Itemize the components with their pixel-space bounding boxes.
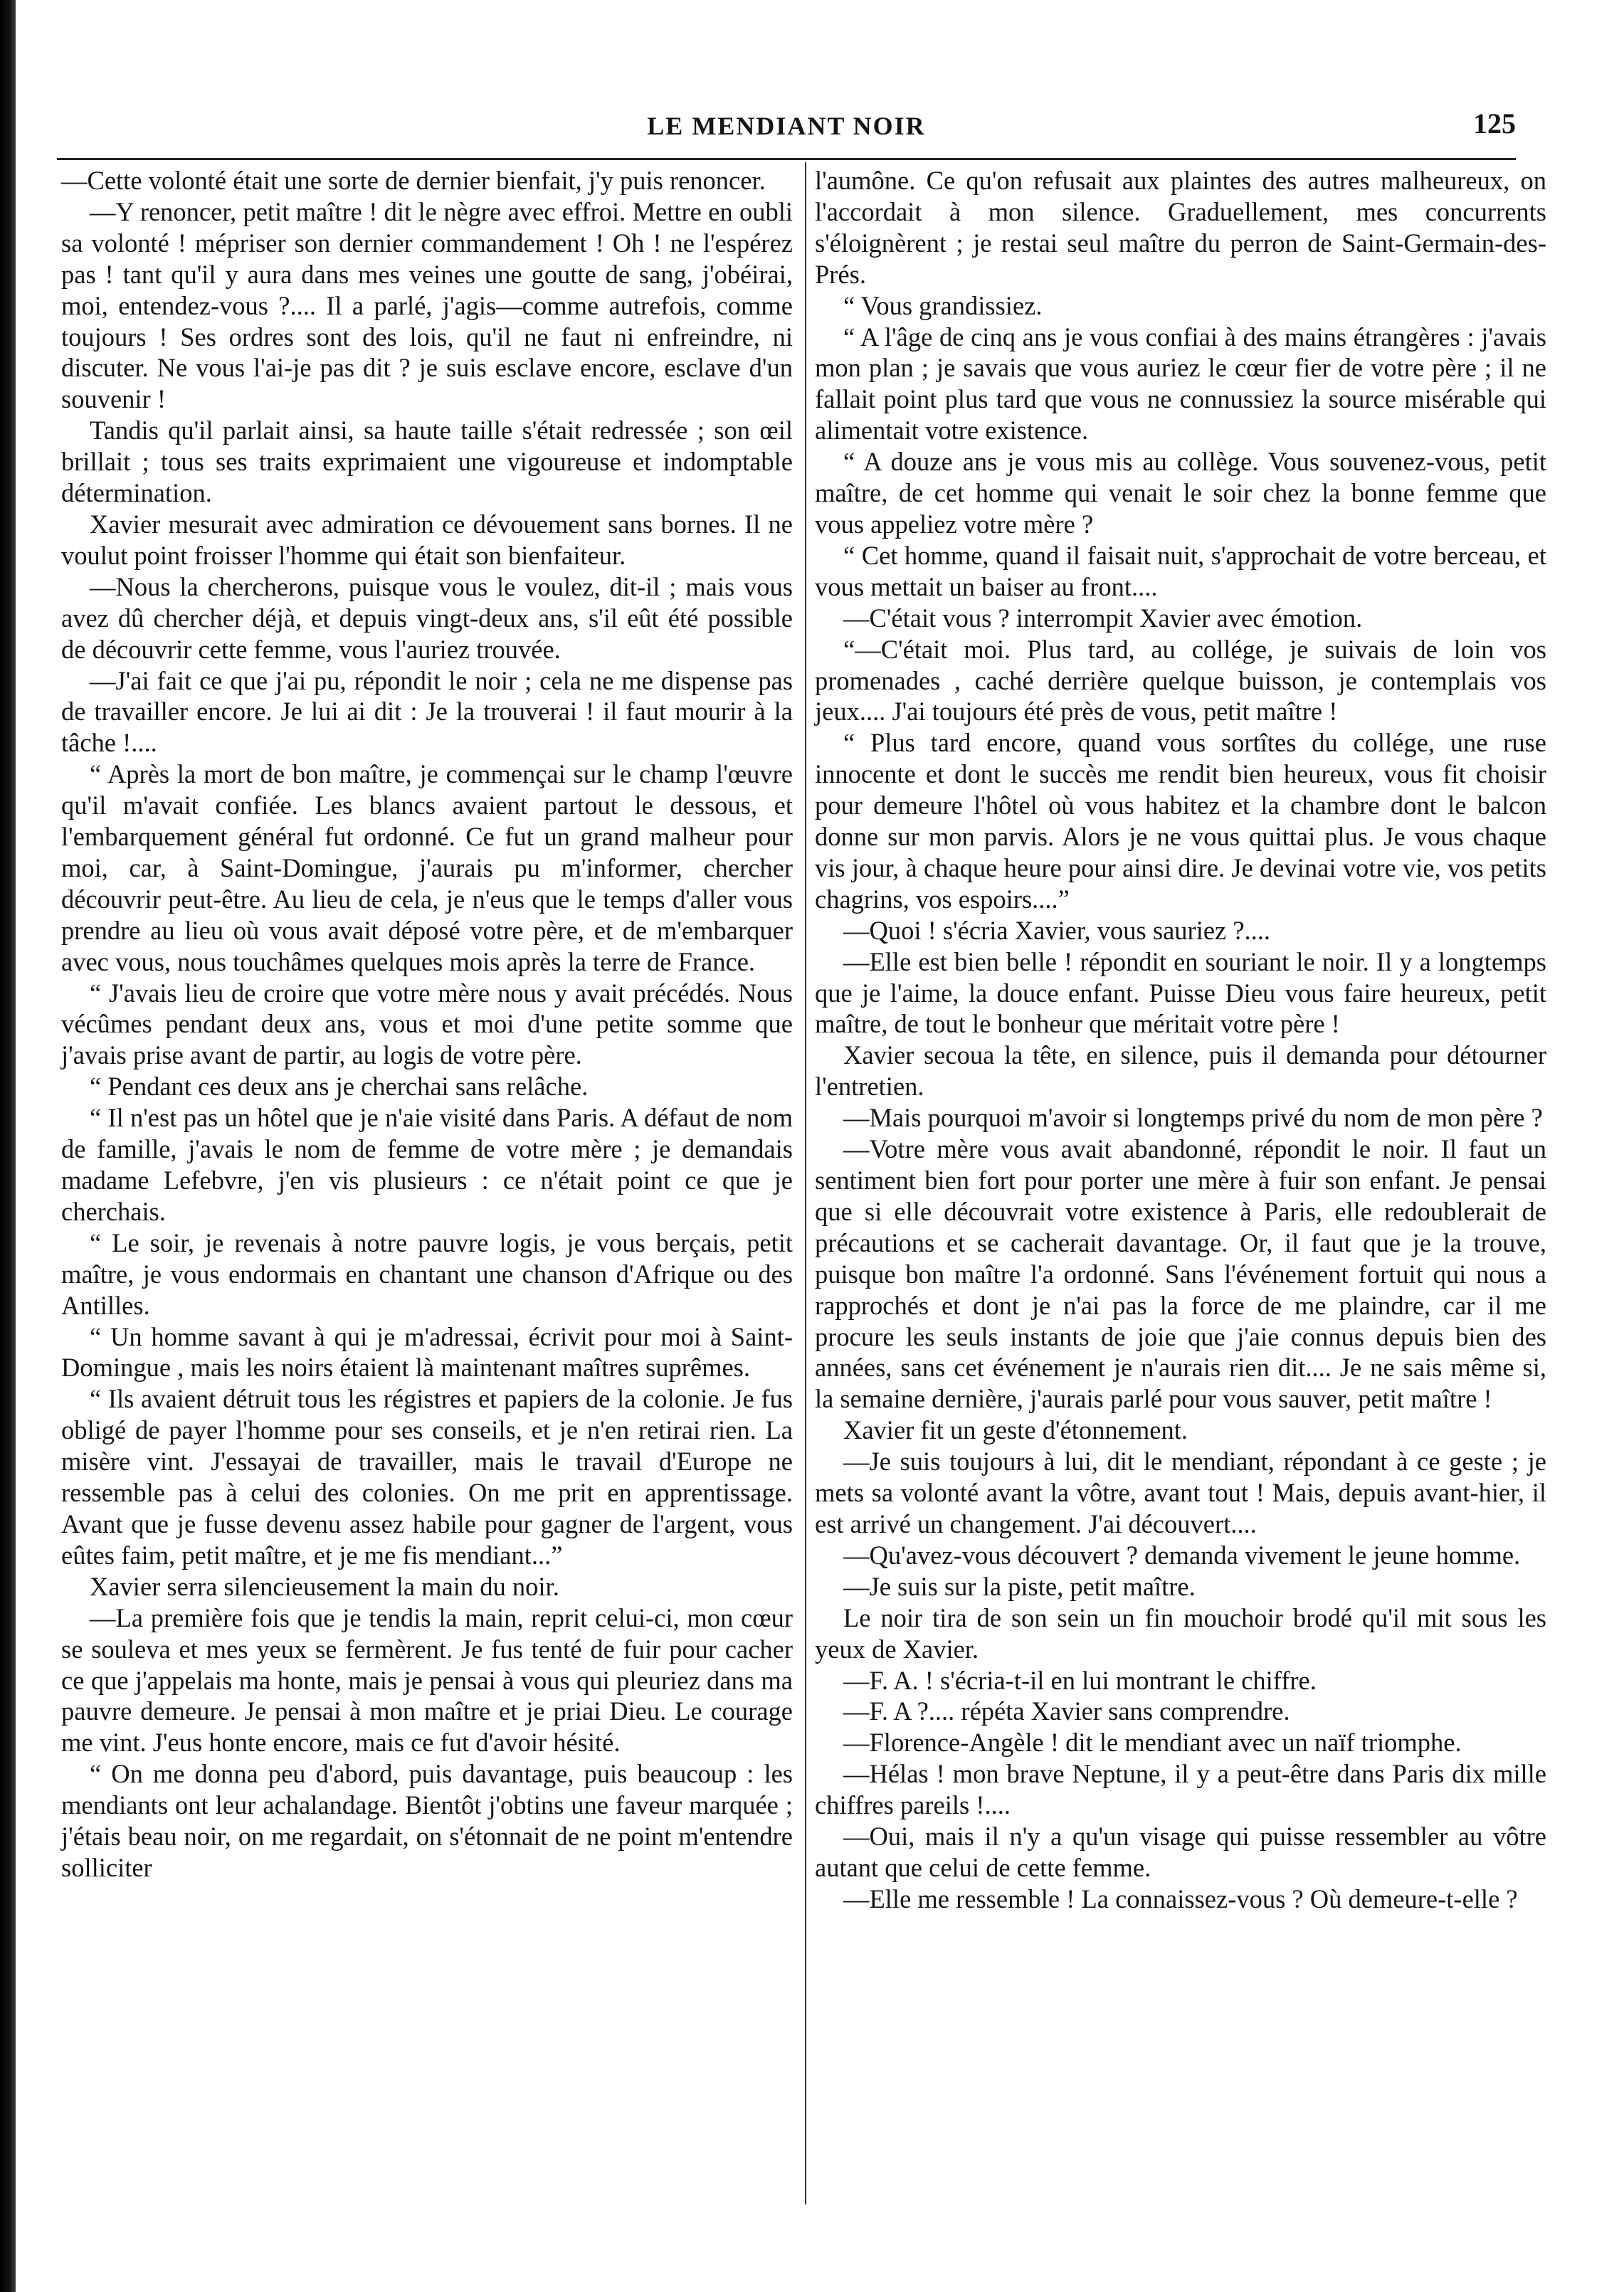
paragraph: Xavier secoua la tête, en silence, puis il demanda pour détourner l'entretien. xyxy=(815,1040,1546,1102)
paragraph: “—C'était moi. Plus tard, au collége, je suivais de loin vos promenades , caché derrière quelque buisson, je contemplais vos jeux.... J'ai toujours été près de vous, petit maître ! xyxy=(815,634,1546,727)
paragraph: “ Pendant ces deux ans je cherchai sans relâche. xyxy=(90,1072,589,1102)
paragraph: —Elle est bien belle ! répondit en souriant le noir. Il y a longtemps que je l'aime, la douce enfant. Puisse Dieu vous faire heureux, petit maître, de tout le bonheur que méritait votre père ! xyxy=(815,946,1546,1039)
paragraph: —F. A. ! s'écria-t-il en lui montrant le chiffre. xyxy=(843,1665,1317,1695)
paragraph: Xavier serra silencieusement la main du noir. xyxy=(90,1571,559,1601)
page-header xyxy=(57,107,1516,157)
paragraph: —Quoi ! s'écria Xavier, vous sauriez ?.... xyxy=(843,915,1271,945)
left-column xyxy=(61,165,793,1884)
paragraph: Tandis qu'il parlait ainsi, sa haute taille s'était redressée ; son œil brillait ; tous ses traits exprimaient une vigoureuse et indomptable détermination. xyxy=(61,416,793,508)
column-divider xyxy=(805,162,806,2204)
paragraph: “ J'avais lieu de croire que votre mère nous y avait précédés. Nous vécûmes pendant deux ans, vous et moi d'une petite somme que j'avais prise avant de partir, au logis de votre père. xyxy=(61,978,793,1070)
paragraph: —La première fois que je tendis la main, reprit celui-ci, mon cœur se souleva et mes yeux se fermèrent. Je fus tenté de fuir pour cacher ce que j'appelais ma honte, mais je pensai à vous qui pleuriez dans ma pauvre demeure. Je pensai à mon maître et je priai Dieu. Le courage me vint. J'eus honte encore, mais ce fut d'avoir hésité. xyxy=(61,1602,793,1758)
paragraph: “ Vous grandissiez. xyxy=(843,290,1043,320)
paragraph: “ Cet homme, quand il faisait nuit, s'approchait de votre berceau, et vous mettait un baiser au front.... xyxy=(815,540,1546,601)
paragraph: —J'ai fait ce que j'ai pu, répondit le noir ; cela ne me dispense pas de travailler encore. Je lui ai dit : Je la trouverai ! il faut mourir à la tâche !.... xyxy=(61,665,793,758)
paragraph: “ A douze ans je vous mis au collège. Vous souvenez-vous, petit maître, de cet homme qui venait le soir chez la bonne femme que vous appeliez votre mère ? xyxy=(815,447,1546,539)
running-title: LE MENDIANT NOIR xyxy=(647,112,926,140)
header-rule xyxy=(57,158,1516,160)
paragraph: —Y renoncer, petit maître ! dit le nègre avec effroi. Mettre en oubli sa volonté ! mépriser son dernier commandement ! Oh ! ne l'espérez pas ! tant qu'il y aura dans mes veines une goutte de sang, j'obéirai, moi, entendez-vous ?.... Il a parlé, j'agis—comme autrefois, comme toujours ! Ses ordres sont des lois, qu'il ne faut ni enfreindre, ni discuter. Ne vous l'ai-je pas dit ? je suis esclave encore, esclave d'un souvenir ! xyxy=(61,196,793,414)
paragraph: “ Plus tard encore, quand vous sortîtes du collége, une ruse innocente et dont le succès me rendit bien heureux, vous fit choisir pour demeure l'hôtel où vous habitez et la chambre dont le balcon donne sur mon parvis. Alors je ne vous quittai plus. Je vous chaque vis jour, à chaque heure pour ainsi dire. Je devinai votre vie, vos petits chagrins, vos espoirs....” xyxy=(815,728,1546,914)
paragraph: —Nous la chercherons, puisque vous le voulez, dit-il ; mais vous avez dû chercher déjà, et depuis vingt-deux ans, s'il eût été possible de découvrir cette femme, vous l'auriez trouvée. xyxy=(61,571,793,664)
page-spine-edge xyxy=(0,0,16,2292)
paragraph: —Oui, mais il n'y a qu'un visage qui puisse ressembler au vôtre autant que celui de cette femme. xyxy=(815,1822,1546,1882)
paragraph: “ Après la mort de bon maître, je commençai sur le champ l'œuvre qu'il m'avait confiée. Les blancs avaient partout le dessous, et l'embarquement général fut ordonné. Ce fut un grand malheur pour moi, car, à Saint-Domingue, j'aurais pu m'informer, chercher découvrir peut-être. Au lieu de cela, je n'eus que le temps d'aller vous prendre au lieu où vous avait déposé votre père, et de m'embarquer avec vous, nous touchâmes quelques mois après la terre de France. xyxy=(61,759,793,976)
paragraph: —Cette volonté était une sorte de dernier bienfait, j'y puis renoncer. xyxy=(61,166,766,195)
paragraph: —C'était vous ? interrompit Xavier avec émotion. xyxy=(843,603,1363,633)
right-column xyxy=(815,165,1546,1915)
paragraph: Xavier fit un geste d'étonnement. xyxy=(843,1415,1188,1445)
paragraph: —Qu'avez-vous découvert ? demanda vivement le jeune homme. xyxy=(843,1540,1521,1570)
paragraph: “ Le soir, je revenais à notre pauvre logis, je vous berçais, petit maître, je vous endormais en chantant une chanson d'Afrique ou des Antilles. xyxy=(61,1227,793,1320)
paragraph: “ On me donna peu d'abord, puis davantage, puis beaucoup : les mendiants ont leur achalandage. Bientôt j'obtins une faveur marquée ; j'étais beau noir, on me regardait, on s'étonnait de ne point m'entendre solliciter xyxy=(61,1759,793,1882)
paragraph: “ Ils avaient détruit tous les régistres et papiers de la colonie. Je fus obligé de payer l'homme pour ses conseils, et je n'en retirai rien. La misère vint. J'essayai de travailler, mais le travail d'Europe ne ressemble pas à celui des colonies. On me prit en apprentissage. Avant que je fusse devenu assez habile pour gagner de l'argent, vous eûtes faim, petit maître, et je me fis mendiant...” xyxy=(61,1384,793,1570)
paragraph: —Je suis toujours à lui, dit le mendiant, répondant à ce geste ; je mets sa volonté avant la vôtre, avant tout ! Mais, depuis avant-hier, il est arrivé un changement. J'ai découvert.... xyxy=(815,1447,1546,1538)
paragraph: —F. A ?.... répéta Xavier sans comprendre. xyxy=(843,1696,1290,1726)
paragraph: —Votre mère vous avait abandonné, répondit le noir. Il faut un sentiment bien fort pour porter une mère à fuir son enfant. Je pensai que si elle découvrait votre existence à Paris, elle redoublerait de précautions et se cacherait davantage. Or, il faut que je la trouve, puisque bon maître l'a ordonné. Sans l'événement fortuit qui nous a rapprochés et dont je n'ai pas la force de me plaindre, car il me procure les seuls instants de joie que j'aie connus depuis bien des années, sans cet événement je n'aurais rien dit.... Je ne sais même si, la semaine dernière, j'aurais parlé pour vous sauver, petit maître ! xyxy=(815,1134,1546,1414)
paragraph: “ A l'âge de cinq ans je vous confiai à des mains étrangères : j'avais mon plan ; je savais que vous auriez le cœur fier de votre père ; il ne fallait point plus tard que vous ne connussiez la source misérable qui alimentait votre existence. xyxy=(815,322,1546,445)
paragraph: —Je suis sur la piste, petit maître. xyxy=(843,1571,1196,1601)
page-number: 125 xyxy=(1473,107,1516,139)
paragraph: Le noir tira de son sein un fin mouchoir brodé qu'il mit sous les yeux de Xavier. xyxy=(815,1602,1546,1664)
paragraph: “ Un homme savant à qui je m'adressai, écrivit pour moi à Saint-Domingue , mais les noirs étaient là maintenant maîtres suprêmes. xyxy=(61,1321,793,1383)
paragraph: —Mais pourquoi m'avoir si longtemps privé du nom de mon père ? xyxy=(843,1103,1543,1133)
paragraph: —Hélas ! mon brave Neptune, il y a peut-être dans Paris dix mille chiffres pareils !.... xyxy=(815,1759,1546,1820)
paragraph: “ Il n'est pas un hôtel que je n'aie visité dans Paris. A défaut de nom de famille, j'avais le nom de femme de votre mère ; je demandais madame Lefebvre, j'en vis plusieurs : ce n'était point ce que je cherchais. xyxy=(61,1103,793,1226)
paragraph: Xavier mesurait avec admiration ce dévouement sans bornes. Il ne voulut point froisser l'homme qui était son bienfaiteur. xyxy=(61,509,793,570)
paragraph: l'aumône. Ce qu'on refusait aux plaintes des autres malheureux, on l'accordait à mon silence. Graduellement, mes concurrents s'éloignèrent ; je restai seul maître du perron de Saint-Germain-des-Prés. xyxy=(815,166,1546,289)
paragraph: —Florence-Angèle ! dit le mendiant avec un naïf triomphe. xyxy=(843,1728,1462,1758)
paragraph: —Elle me ressemble ! La connaissez-vous ? Où demeure-t-elle ? xyxy=(843,1884,1518,1913)
